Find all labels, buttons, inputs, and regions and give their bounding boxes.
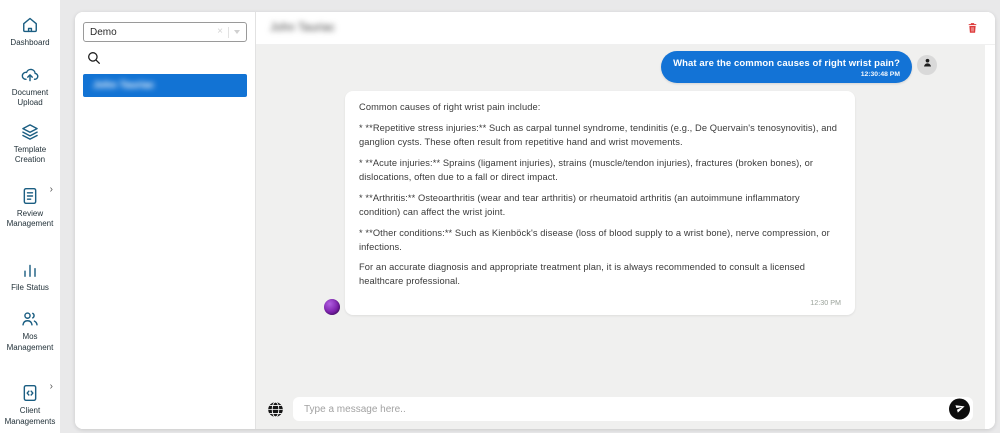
chevron-right-icon	[50, 184, 53, 195]
bot-message-paragraph: For an accurate diagnosis and appropriate treatment plan, it is always recommended to consult a licensed healthcare professional.	[359, 262, 806, 287]
send-button[interactable]	[949, 399, 970, 420]
search-icon[interactable]	[85, 49, 103, 67]
trash-icon[interactable]	[966, 21, 979, 35]
sidebar-item-mos-management[interactable]	[0, 309, 60, 353]
sidebar-item-label: File Status	[11, 282, 49, 292]
sidebar-item-file-status[interactable]	[0, 260, 60, 294]
bot-message-row	[324, 91, 995, 315]
chat-header	[256, 12, 995, 45]
sidebar-item-label: Dashboard	[10, 38, 50, 47]
chat-title: John Tauriac	[270, 22, 335, 34]
user-avatar	[917, 55, 937, 75]
chat-section	[256, 12, 995, 429]
sidebar-item-label: Document Upload	[11, 87, 49, 108]
sidebar-item-label: Template Creation	[13, 144, 47, 165]
layers-icon	[20, 122, 40, 142]
chevron-right-icon	[50, 381, 53, 392]
bot-avatar	[324, 299, 340, 315]
sidebar-item-review-management[interactable]	[0, 186, 60, 230]
contacts-panel	[75, 12, 256, 429]
chevron-down-icon[interactable]	[234, 30, 240, 34]
cloud-upload-icon	[20, 65, 40, 85]
contact-list-item[interactable]	[83, 74, 247, 97]
sidebar-item-dashboard[interactable]	[0, 15, 60, 49]
bot-message-card	[345, 91, 855, 315]
bot-message-time: 12:30 PM	[810, 298, 841, 308]
bot-message-paragraph: * **Arthritis:** Osteoarthritis (wear and tear arthritis) or rheumatoid arthritis (an autoimmune inflammatory condition) can affect the wrist joint.	[359, 192, 800, 217]
user-message-bubble	[661, 51, 912, 83]
user-message-row	[256, 45, 995, 83]
bot-message-paragraph: * **Other conditions:** Such as Kienböck's disease (loss of blood supply to a wrist bone), nerve compression, or infections.	[359, 227, 830, 252]
sidebar-item-template-creation[interactable]	[0, 122, 60, 166]
person-icon	[921, 56, 934, 74]
bot-message-paragraph: * **Acute injuries:** Sprains (ligament injuries), strains (muscle/tendon injuries), fractures (broken bones), or dislocations, often due to a fall or direct impact.	[359, 157, 814, 182]
document-code-icon	[20, 383, 40, 403]
sidebar-item-label: Client Managements	[4, 406, 56, 427]
user-message-text: What are the common causes of right wrist pain?	[673, 58, 900, 69]
main-panel	[75, 12, 995, 429]
chat-message-area	[256, 45, 995, 389]
demo-select[interactable]	[83, 22, 247, 42]
demo-select-value: Demo	[90, 26, 117, 38]
message-composer	[256, 389, 995, 429]
bot-message-paragraph: * **Repetitive stress injuries:** Such as carpal tunnel syndrome, tendinitis (e.g., De Quervain's tenosynovitis), and ganglion cysts. These often result from repetitive hand and wrist movements.	[359, 122, 838, 147]
sidebar-item-label: Review Management	[6, 208, 54, 229]
bot-message-paragraph: Common causes of right wrist pain include:	[359, 102, 541, 112]
send-icon	[954, 402, 965, 417]
sidebar-item-document-upload[interactable]	[0, 65, 60, 109]
home-icon	[20, 15, 40, 35]
clear-x-icon[interactable]	[217, 27, 223, 37]
message-input[interactable]	[293, 397, 973, 421]
users-icon	[20, 309, 40, 329]
user-message-time: 12:30:48 PM	[860, 71, 900, 78]
sidebar-item-client-managements[interactable]	[0, 383, 60, 427]
select-divider	[228, 27, 229, 38]
sidebar-item-label: Mos Management	[6, 332, 54, 352]
sidebar	[0, 0, 60, 433]
document-icon	[20, 186, 40, 206]
bar-chart-icon	[20, 260, 40, 280]
message-input-wrap	[293, 397, 973, 421]
globe-icon[interactable]	[266, 400, 285, 419]
contact-name: John Tauriac	[93, 80, 155, 91]
chat-scrollbar	[985, 45, 995, 429]
